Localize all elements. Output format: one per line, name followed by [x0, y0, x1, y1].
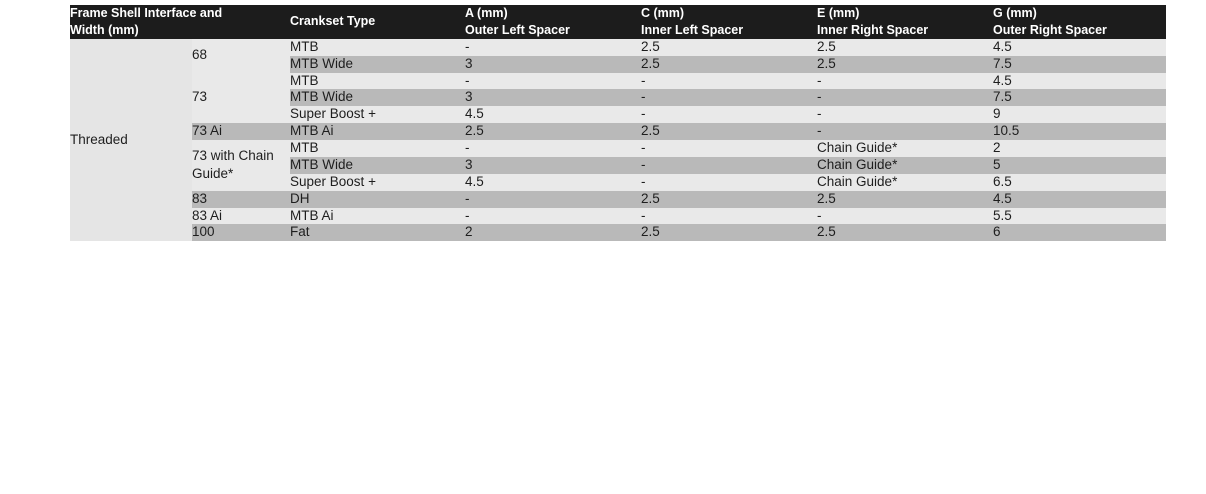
cell-spacer-e: -: [817, 89, 993, 106]
cell-frame-shell-threaded: Threaded: [70, 39, 192, 242]
cell-spacer-a: 3: [465, 56, 641, 73]
cell-spacer-e: 2.5: [817, 56, 993, 73]
cell-spacer-g: 10.5: [993, 123, 1166, 140]
cell-spacer-g: 5: [993, 157, 1166, 174]
column-header-c-line2: Inner Left Spacer: [641, 22, 744, 37]
cell-spacer-c: 2.5: [641, 123, 817, 140]
cell-spacer-g: 6.5: [993, 174, 1166, 191]
cell-spacer-a: -: [465, 73, 641, 90]
cell-shell-width: 83 Ai: [192, 208, 290, 225]
column-header-g-line1: G (mm): [993, 6, 1037, 20]
column-header-frame-shell-line2: Width (mm): [70, 22, 139, 37]
cell-crankset-type: Super Boost +: [290, 174, 465, 191]
cell-shell-width: 73 with Chain Guide*: [192, 140, 290, 191]
cell-spacer-c: -: [641, 157, 817, 174]
cell-spacer-g: 7.5: [993, 56, 1166, 73]
cell-spacer-c: -: [641, 140, 817, 157]
cell-crankset-type: MTB Ai: [290, 123, 465, 140]
column-header-g: [993, 5, 1166, 39]
column-header-crankset-type: [290, 5, 465, 39]
cell-spacer-a: -: [465, 191, 641, 208]
table-row: [70, 191, 1166, 208]
cell-spacer-e: Chain Guide*: [817, 157, 993, 174]
cell-spacer-e: Chain Guide*: [817, 140, 993, 157]
cell-crankset-type: MTB: [290, 39, 465, 56]
cell-spacer-c: -: [641, 208, 817, 225]
table-row: [70, 123, 1166, 140]
column-header-c-line1: C (mm): [641, 6, 685, 20]
cell-spacer-g: 5.5: [993, 208, 1166, 225]
cell-spacer-e: -: [817, 208, 993, 225]
cell-spacer-e: 2.5: [817, 39, 993, 56]
cell-spacer-c: 2.5: [641, 191, 817, 208]
column-header-crankset-type-line1: Crankset Type: [290, 14, 376, 29]
cell-crankset-type: MTB Ai: [290, 208, 465, 225]
cell-spacer-g: 4.5: [993, 191, 1166, 208]
cell-shell-width: 73 Ai: [192, 123, 290, 140]
cell-spacer-a: 4.5: [465, 174, 641, 191]
cell-spacer-g: 7.5: [993, 89, 1166, 106]
column-header-g-line2: Outer Right Spacer: [993, 22, 1107, 37]
cell-shell-width: 68: [192, 39, 290, 73]
cell-spacer-e: 2.5: [817, 224, 993, 241]
cell-crankset-type: Super Boost +: [290, 106, 465, 123]
cell-spacer-e: Chain Guide*: [817, 174, 993, 191]
cell-spacer-g: 2: [993, 140, 1166, 157]
cell-spacer-a: 3: [465, 89, 641, 106]
table-row: [70, 140, 1166, 157]
cell-spacer-e: -: [817, 73, 993, 90]
cell-spacer-g: 9: [993, 106, 1166, 123]
cell-spacer-a: 4.5: [465, 106, 641, 123]
table-row: [70, 39, 1166, 56]
cell-spacer-c: -: [641, 73, 817, 90]
cell-spacer-e: -: [817, 123, 993, 140]
table-header: [70, 5, 1166, 39]
cell-spacer-a: 3: [465, 157, 641, 174]
cell-crankset-type: MTB Wide: [290, 89, 465, 106]
column-header-e-line2: Inner Right Spacer: [817, 22, 929, 37]
cell-spacer-c: 2.5: [641, 56, 817, 73]
cell-spacer-a: -: [465, 39, 641, 56]
column-header-a-line1: A (mm): [465, 6, 508, 20]
column-header-e: [817, 5, 993, 39]
cell-spacer-c: -: [641, 174, 817, 191]
cell-spacer-a: -: [465, 208, 641, 225]
cell-spacer-c: 2.5: [641, 224, 817, 241]
cell-spacer-e: -: [817, 106, 993, 123]
table-row: [70, 73, 1166, 90]
cell-spacer-a: -: [465, 140, 641, 157]
column-header-a-line2: Outer Left Spacer: [465, 22, 570, 37]
cell-crankset-type: MTB Wide: [290, 56, 465, 73]
cell-spacer-a: 2.5: [465, 123, 641, 140]
cell-crankset-type: MTB: [290, 140, 465, 157]
cell-spacer-c: -: [641, 89, 817, 106]
table-row: [70, 208, 1166, 225]
column-header-c: [641, 5, 817, 39]
table-header-row: [70, 5, 1166, 39]
spacer-specification-table: [70, 5, 1166, 241]
cell-spacer-g: 4.5: [993, 39, 1166, 56]
cell-spacer-g: 4.5: [993, 73, 1166, 90]
cell-spacer-e: 2.5: [817, 191, 993, 208]
cell-spacer-c: 2.5: [641, 39, 817, 56]
column-header-frame-shell-line1: Frame Shell Interface and: [70, 6, 223, 20]
cell-spacer-g: 6: [993, 224, 1166, 241]
cell-crankset-type: MTB Wide: [290, 157, 465, 174]
cell-shell-width: 100: [192, 224, 290, 241]
cell-spacer-c: -: [641, 106, 817, 123]
cell-shell-width: 73: [192, 73, 290, 124]
column-header-a: [465, 5, 641, 39]
column-header-frame-shell: [70, 5, 290, 39]
cell-crankset-type: Fat: [290, 224, 465, 241]
cell-crankset-type: DH: [290, 191, 465, 208]
cell-crankset-type: MTB: [290, 73, 465, 90]
table-body: [70, 39, 1166, 242]
column-header-e-line1: E (mm): [817, 6, 860, 20]
cell-shell-width: 83: [192, 191, 290, 208]
table-row: [70, 224, 1166, 241]
cell-spacer-a: 2: [465, 224, 641, 241]
